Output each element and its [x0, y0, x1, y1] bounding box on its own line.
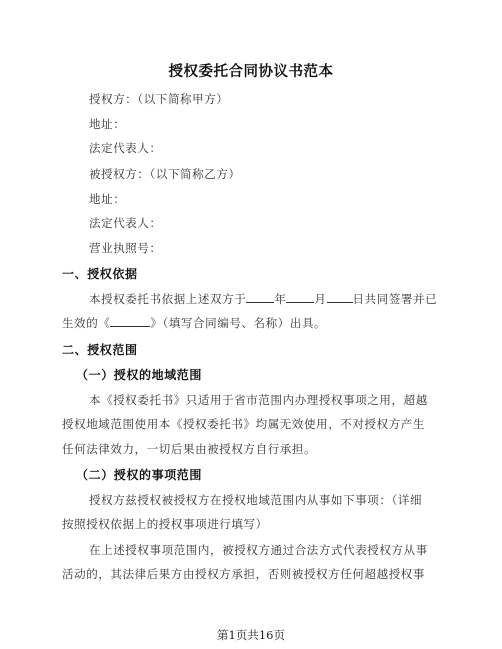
principal-rep-line: 法定代表人： — [89, 141, 162, 155]
sub1-line2: 授权地域范围使用本《授权委托书》均属无效使用，不对授权方产生 — [62, 417, 425, 431]
section1-text-e: 生效的《 — [62, 316, 111, 330]
sub1-line3: 任何法律效力，一切后果由被授权方自行承担。 — [62, 442, 317, 456]
section2-heading: 二、授权范围 — [62, 343, 138, 357]
contract-blank — [110, 316, 150, 327]
section1-text-c: 月 — [314, 292, 327, 306]
year-blank — [246, 292, 274, 303]
section2-sub2-heading: （二）授权的事项范围 — [76, 468, 203, 482]
section1-text-a: 本授权委托书依据上述双方于 — [89, 292, 247, 306]
principal-address-line: 地址： — [89, 117, 126, 131]
sub2-line1: 授权方兹授权被授权方在授权地域范围内从事如下事项：（详细 — [89, 493, 423, 507]
month-blank — [286, 292, 314, 303]
sub2-line3: 在上述授权事项范围内，被授权方通过合法方式代表授权方从事 — [89, 543, 428, 557]
section1-heading: 一、授权依据 — [62, 267, 138, 281]
day-blank — [327, 292, 353, 303]
agent-address-line: 地址： — [89, 192, 126, 206]
sub2-line4: 活动的，其法律后果方由授权方承担，否则被授权方任何超越授权事 — [62, 567, 425, 581]
license-line: 营业执照号： — [89, 241, 162, 255]
principal-line: 授权方：（以下简称甲方） — [89, 92, 229, 106]
section1-text-f: 》（填写合同编号、名称）出具。 — [150, 316, 327, 330]
section1-text-d: 日共同签署并已 — [352, 292, 438, 306]
section1-text-b: 年 — [274, 292, 287, 306]
sub1-line1: 本《授权委托书》只适用于省市范围内办理授权事项之用，超越 — [89, 393, 428, 407]
section1-paragraph-line2 — [62, 315, 326, 331]
section1-paragraph-line1 — [89, 291, 437, 307]
agent-line: 被授权方：（以下简称乙方） — [89, 167, 241, 181]
page-footer: 第1页共16页 — [217, 628, 285, 642]
agent-rep-line: 法定代表人： — [89, 216, 162, 230]
sub2-line2: 按照授权依据上的授权事项进行填写） — [62, 517, 268, 531]
section2-sub1-heading: （一）授权的地域范围 — [76, 368, 203, 382]
document-title: 授权委托合同协议书范本 — [168, 63, 334, 80]
